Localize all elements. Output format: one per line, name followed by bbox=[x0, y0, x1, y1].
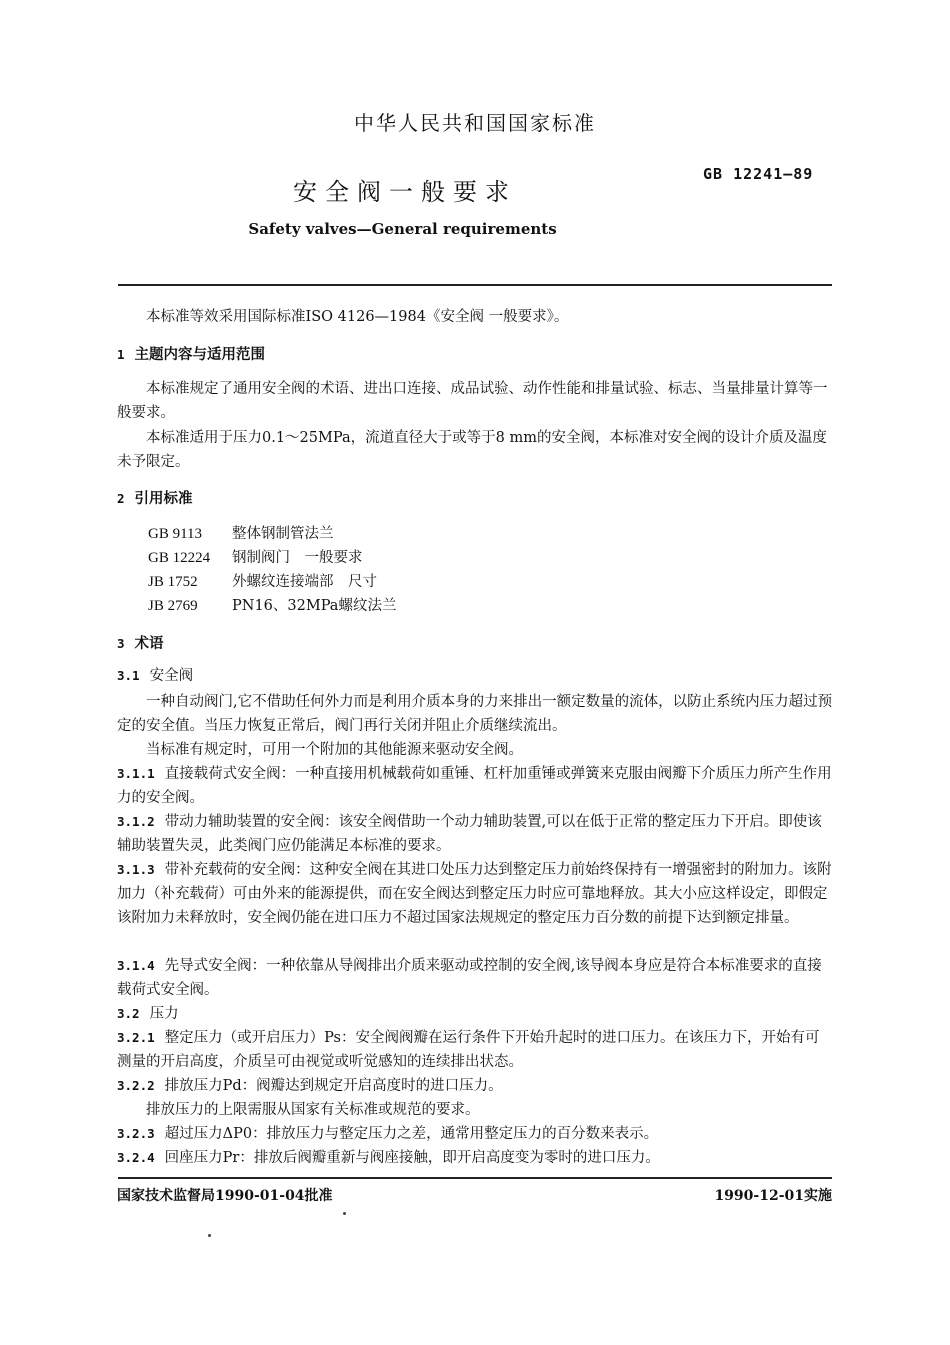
section-title: 引用标准 bbox=[134, 490, 193, 507]
reference-code: GB 9113 bbox=[148, 526, 203, 542]
clause-number: 3.1.2 bbox=[117, 814, 155, 829]
clause-number: 3.2.2 bbox=[117, 1078, 155, 1093]
clause-3-2-3 bbox=[117, 1122, 833, 1146]
english-title: Safety valves—General requirements bbox=[248, 220, 557, 238]
section-number: 1 bbox=[117, 347, 125, 362]
reference-item bbox=[148, 570, 377, 591]
reference-item bbox=[148, 522, 334, 543]
section-title: 术语 bbox=[134, 635, 164, 652]
reference-item bbox=[148, 594, 396, 615]
scan-speck bbox=[208, 1234, 211, 1237]
clause-text: 直接载荷式安全阀：一种直接用机械载荷如重锤、杠杆加重锤或弹簧来克服由阀瓣下介质压力所产生作用力的安全阀。 bbox=[117, 766, 832, 806]
clause-number: 3.2.3 bbox=[117, 1126, 155, 1141]
approval-date: 国家技术监督局1990-01-04批准 bbox=[117, 1188, 333, 1204]
clause-3-2-1 bbox=[117, 1026, 833, 1074]
reference-name: 钢制阀门 一般要求 bbox=[232, 550, 363, 566]
subsection-title: 压力 bbox=[149, 1006, 179, 1022]
reference-item bbox=[148, 546, 363, 567]
footer-divider bbox=[118, 1177, 832, 1179]
clause-3-2-4 bbox=[117, 1146, 833, 1170]
clause-number: 3.2.1 bbox=[117, 1030, 155, 1045]
section-1-heading bbox=[117, 343, 265, 364]
clause-number: 3.2.4 bbox=[117, 1150, 155, 1165]
issuing-country-header: 中华人民共和国国家标准 bbox=[354, 111, 596, 135]
clause-3-2-2-note: 排放压力的上限需服从国家有关标准或规范的要求。 bbox=[146, 1102, 480, 1118]
subsection-title: 安全阀 bbox=[149, 668, 194, 684]
clause-3-1-2 bbox=[117, 810, 833, 858]
standard-number: GB 12241—89 bbox=[703, 165, 814, 183]
document-title: 安全阀一般要求 bbox=[293, 178, 517, 206]
header-divider bbox=[118, 284, 832, 286]
clause-3-1-4 bbox=[117, 954, 833, 1002]
clause-3-1-3 bbox=[117, 858, 833, 930]
subsection-number: 3.1 bbox=[117, 668, 140, 683]
clause-text: 带补充载荷的安全阀：这种安全阀在其进口处压力达到整定压力前始终保持有一增强密封的附加力。该附加力（补充载荷）可由外来的能源提供，而在安全阀达到整定压力时应可靠地释放。其大小应这样设定，即假定该附加力未释放时，安全阀仍能在进口压力不超过国家法规规定的整定压力百分数的前提下达到额定排量。 bbox=[117, 862, 832, 926]
effective-date: 1990-12-01实施 bbox=[714, 1188, 832, 1204]
clause-text: 带动力辅助装置的安全阀：该安全阀借助一个动力辅助装置,可以在低于正常的整定压力下开启。即使该辅助装置失灵，此类阀门应仍能满足本标准的要求。 bbox=[117, 814, 822, 854]
section-1-para-2: 本标准适用于压力0.1～25MPa，流道直径大于或等于8 mm的安全阀，本标准对安全阀的设计介质及温度未予限定。 bbox=[117, 430, 827, 470]
clause-text: 整定压力（或开启压力）Ps：安全阀阀瓣在运行条件下开始升起时的进口压力。在该压力下，开始有可测量的开启高度，介质呈可由视觉或听觉感知的连续排出状态。 bbox=[117, 1030, 820, 1070]
scan-speck bbox=[343, 1212, 346, 1215]
clause-number: 3.1.4 bbox=[117, 958, 155, 973]
section-3-heading bbox=[117, 632, 164, 653]
reference-name: 整体钢制管法兰 bbox=[232, 526, 334, 542]
section-number: 3 bbox=[117, 636, 125, 651]
clause-text: 先导式安全阀：一种依靠从导阀排出介质来驱动或控制的安全阀,该导阀本身应是符合本标准要求的直接载荷式安全阀。 bbox=[117, 958, 822, 998]
clause-number: 3.1.1 bbox=[117, 766, 155, 781]
section-number: 2 bbox=[117, 491, 125, 506]
section-2-heading bbox=[117, 487, 193, 508]
intro-paragraph: 本标准等效采用国际标准ISO 4126—1984《安全阀 一般要求》。 bbox=[146, 309, 569, 325]
clause-number: 3.1.3 bbox=[117, 862, 155, 877]
subsection-number: 3.2 bbox=[117, 1006, 140, 1021]
subsection-3-1-para-2: 当标准有规定时，可用一个附加的其他能源来驱动安全阀。 bbox=[146, 742, 523, 758]
clause-text: 回座压力Pr：排放后阀瓣重新与阀座接触，即开启高度变为零时的进口压力。 bbox=[164, 1150, 660, 1166]
subsection-3-1-heading bbox=[117, 664, 833, 688]
clause-3-2-2 bbox=[117, 1074, 833, 1098]
reference-code: GB 12224 bbox=[148, 550, 211, 566]
subsection-3-1-para-1: 一种自动阀门,它不借助任何外力而是利用介质本身的力来排出一额定数量的流体，以防止系统内压力超过预定的安全值。当压力恢复正常后，阀门再行关闭并阻止介质继续流出。 bbox=[117, 694, 833, 734]
clause-text: 排放压力Pd：阀瓣达到规定开启高度时的进口压力。 bbox=[164, 1078, 503, 1094]
section-title: 主题内容与适用范围 bbox=[134, 346, 266, 363]
clause-text: 超过压力ΔP0：排放压力与整定压力之差，通常用整定压力的百分数来表示。 bbox=[164, 1126, 659, 1142]
reference-code: JB 2769 bbox=[148, 598, 198, 614]
reference-name: PN16、32MPa螺纹法兰 bbox=[232, 598, 397, 614]
reference-code: JB 1752 bbox=[148, 574, 198, 590]
clause-3-1-1 bbox=[117, 762, 833, 810]
reference-name: 外螺纹连接端部 尺寸 bbox=[232, 574, 377, 590]
subsection-3-2-heading bbox=[117, 1002, 833, 1026]
section-1-para-1: 本标准规定了通用安全阀的术语、进出口连接、成品试验、动作性能和排量试验、标志、当量排量计算等一般要求。 bbox=[117, 381, 828, 421]
